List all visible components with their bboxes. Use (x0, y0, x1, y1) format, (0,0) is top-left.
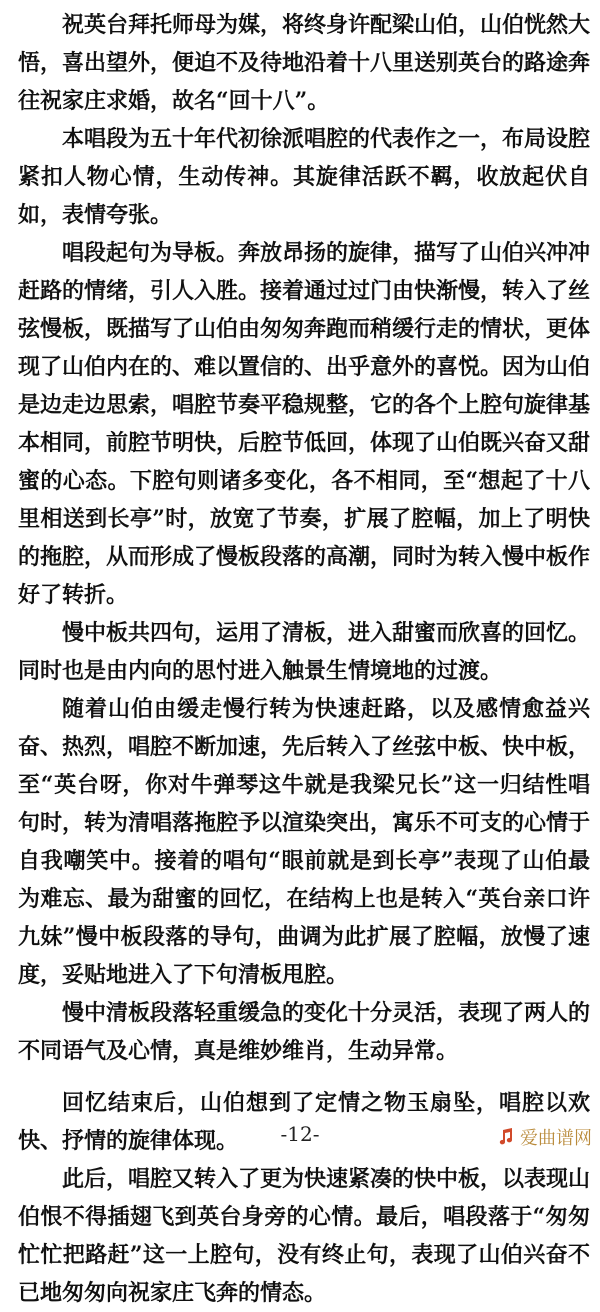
music-note-icon (496, 1127, 516, 1147)
paragraph-2: 本唱段为五十年代初徐派唱腔的代表作之一，布局设腔紧扣人物心情，生动传神。其旋律活跃不羁，收放起伏自如，表情夸张。 (18, 126, 591, 228)
paragraph-3: 唱段起句为导板。奔放昂扬的旋律，描写了山伯兴冲冲赶路的情绪，引人入胜。接着通过过门由快渐慢，转入了丝弦慢板，既描写了山伯由匆匆奔跑而稍缓行走的情状，更体现了山伯内在的、难以置信的、出乎意外的喜悦。因为山伯是边走边思索，唱腔节奏平稳规整，它的各个上腔句旋律基本相同，前腔节明快，后腔节低回，体现了山伯既兴奋又甜蜜的心态。下腔句则诸多变化，各不相同，至“想起了十八里相送到长亭”时，放宽了节奏，扩展了腔幅，加上了明快的拖腔，从而形成了慢板段落的高潮，同时为转入慢中板作好了转折。 (18, 240, 591, 608)
paragraph-8: 此后，唱腔又转入了更为快速紧凑的快中板，以表现山伯恨不得插翅飞到英台身旁的心情。最后，唱段落于“匆匆忙忙把路赶”这一上腔句，没有终止句，表现了山伯兴奋不已地匆匆向祝家庄飞奔的情态。 (18, 1166, 591, 1306)
paragraph-4: 慢中板共四句，运用了清板，进入甜蜜而欣喜的回忆。同时也是由内向的思忖进入触景生情境地的过渡。 (18, 620, 591, 684)
document-body (18, 6, 590, 1312)
watermark-text: 爱曲谱网 (520, 1128, 592, 1149)
paragraph-7: 回忆结束后，山伯想到了定情之物玉扇坠，唱腔以欢快、抒情的旋律体现。 (18, 1090, 590, 1154)
site-watermark[interactable] (496, 1124, 592, 1150)
page-number: -12- (280, 1122, 320, 1146)
paragraph-1: 祝英台拜托师母为媒，将终身许配梁山伯，山伯恍然大悟，喜出望外，便迫不及待地沿着十八里送别英台的路途奔往祝家庄求婚，故名“回十八”。 (18, 12, 591, 114)
paragraph-6: 慢中清板段落轻重缓急的变化十分灵活，表现了两人的不同语气及心情，真是维妙维肖，生动异常。 (18, 1000, 591, 1064)
paragraph-5: 随着山伯由缓走慢行转为快速赶路，以及感情愈益兴奋、热烈，唱腔不断加速，先后转入了丝弦中板、快中板，至“英台呀，你对牛弹琴这牛就是我梁兄长”这一归结性唱句时，转为清唱落拖腔予以渲染突出，寓乐不可支的心情于自我嘲笑中。接着的唱句“眼前就是到长亭”表现了山伯最为难忘、最为甜蜜的回忆，在结构上也是转入“英台亲口许九妹”慢中板段落的导句，曲调为此扩展了腔幅，放慢了速度，妥贴地进入了下句清板甩腔。 (18, 696, 591, 988)
